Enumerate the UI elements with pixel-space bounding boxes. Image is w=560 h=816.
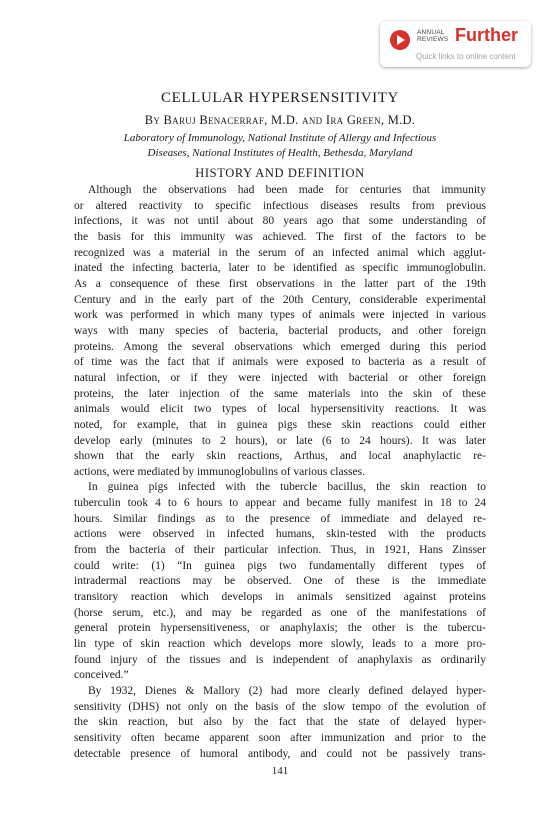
text-line: shown that the early skin reactions, Arthus, and local anaphylactic re- <box>74 450 486 463</box>
paragraph <box>74 480 486 684</box>
text-line: proteins, the later injection of the same materials into the skin of these <box>74 387 486 400</box>
affiliation-line: Laboratory of Immunology, National Institute of Allergy and Infectious <box>123 132 437 144</box>
text-line: transitory reaction which develops in animals sensitized against proteins <box>74 591 486 604</box>
text-line: conceived.” <box>74 669 129 682</box>
text-line: sensitivity (DHS) not only on the basis of the slow tempo of the evolution of <box>74 700 486 713</box>
text-line: inated the infecting bacteria, later to be identified as specific immunoglobulin. <box>74 262 486 275</box>
text-line: general protein hypersensitiveness, or anaphylaxis; the other is the tubercu- <box>74 622 486 635</box>
text-line: lin type of skin reaction which develops more slowly, leads to a more pro- <box>74 638 486 651</box>
text-line: animals would elicit two types of local hypersensitivity reactions. It was <box>74 403 486 416</box>
text-line: from the bacteria of their particular infection. Thus, in 1921, Hans Zinsser <box>74 544 486 557</box>
text-line: In guinea pigs infected with the tubercle bacillus, the skin reaction to <box>88 481 486 494</box>
annual-reviews-label <box>417 29 448 43</box>
text-line: actions, were mediated by immunoglobulins of various classes. <box>74 465 365 478</box>
text-line: (horse serum, etc.), and may be regarded as one of the manifestations of <box>74 606 486 619</box>
text-line: natural infection, or if they were injected with bacterial or other foreign <box>74 371 486 384</box>
text-line: ways with many species of bacteria, bacterial products, and other foreign <box>74 324 486 337</box>
text-line: found injury of the tissues and is independent of anaphylaxis as ordinarily <box>74 653 486 666</box>
text-line: could write: (1) “In guinea pigs two fundamentally different types of <box>74 559 486 572</box>
text-line: intradermal reactions may be observed. One of these is the immediate <box>74 575 486 588</box>
affiliation-line: Diseases, National Institutes of Health, Bethesda, Maryland <box>147 147 413 159</box>
paragraph <box>74 183 486 480</box>
text-line: Century and in the early part of the 20th Century, considerable experimental <box>74 293 486 306</box>
text-line: the basis for this immunity was achieved. The first of the factors to be <box>74 230 486 243</box>
quick-links-label: Quick links to online content <box>416 52 516 61</box>
text-line: As a consequence of these first observations in the latter part of the 19th <box>74 277 486 290</box>
text-line: the skin reaction, but also by the fact that the state of delayed hyper- <box>74 716 486 729</box>
further-label: Further <box>455 25 518 45</box>
text-line: infections, it was not until about 80 years ago that some understanding of <box>74 215 486 228</box>
text-line: Although the observations had been made for centuries that immunity <box>88 184 486 196</box>
paragraph <box>74 684 486 762</box>
section-heading: HISTORY AND DEFINITION <box>195 166 365 180</box>
text-line: develop early (minutes to 2 hours), or late (6 to 24 hours). It was later <box>74 434 486 447</box>
text-line: work was performed in which many types of animals were injected in various <box>74 309 486 322</box>
article-title: CELLULAR HYPERSENSITIVITY <box>161 90 399 106</box>
text-line: tuberculin took 4 to 6 hours to appear and became fully manifest in 18 to 24 <box>74 497 486 510</box>
article-body <box>74 183 486 762</box>
text-line: detectable presence of humoral antibody, and could not be passively trans- <box>74 747 486 760</box>
reviews-text: REVIEWS <box>417 36 449 43</box>
text-line: By 1932, Dienes & Mallory (2) had more clearly defined delayed hyper- <box>88 685 486 697</box>
text-line: sensitivity often became apparent soon after immunization and prior to the <box>74 731 486 744</box>
article-authors: By Baruj Benacerraf, M.D. and Ira Green, M.D. <box>144 113 416 127</box>
text-line: actions were observed in infected humans, skin-tested with the products <box>74 528 486 541</box>
author-affiliation <box>0 131 560 161</box>
play-icon <box>390 30 410 50</box>
text-line: proteins. Among the several observations which emerged during this period <box>74 340 486 353</box>
text-line: recognized was a material in the serum of an infected animal which agglut- <box>74 246 486 259</box>
text-line: noted, for example, that in guinea pigs these skin reactions could either <box>74 418 486 431</box>
text-line: of time was the fact that if animals were exposed to bacteria as a result of <box>74 356 486 369</box>
annual-reviews-further-badge[interactable] <box>380 21 531 67</box>
page-number: 141 <box>271 765 289 777</box>
annual-text: ANNUAL <box>417 29 445 36</box>
text-line: hours. Similar findings as to the presence of immediate and delayed re- <box>74 512 486 525</box>
text-line: or altered reactivity to specific infectious diseases results from previous <box>74 199 486 212</box>
